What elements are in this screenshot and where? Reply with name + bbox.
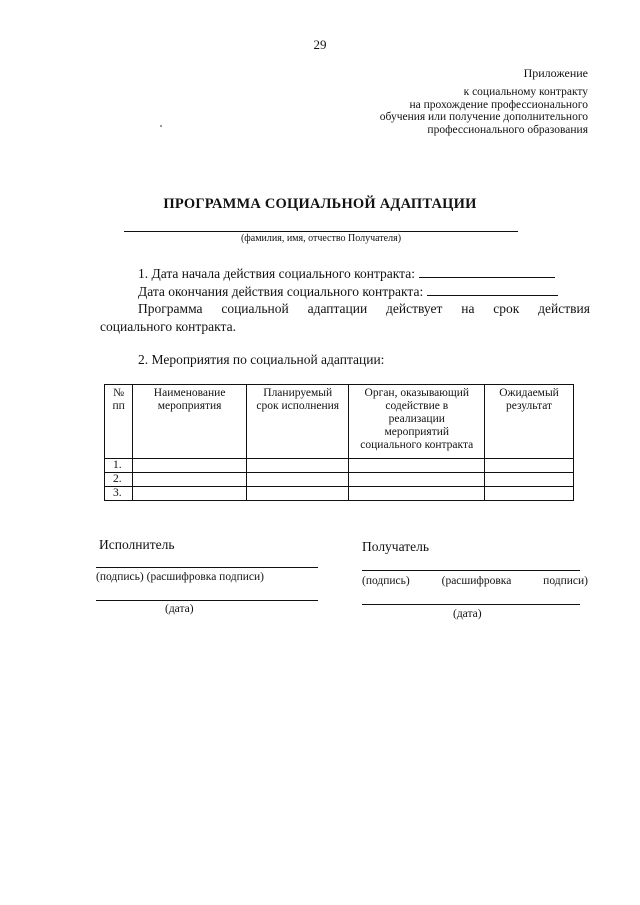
annex-line: к социальному контракту: [463, 86, 588, 98]
header-measure-name: Наименование мероприятия: [133, 385, 247, 459]
executor-label: Исполнитель: [99, 537, 175, 552]
start-date-blank: [419, 266, 555, 278]
annex-line: на прохождение профессионального: [409, 98, 588, 111]
start-date-label: 1. Дата начала действия социального контракта:: [138, 266, 415, 281]
executor-signature-caption: (подпись) (расшифровка подписи): [96, 571, 265, 583]
recipient-caption-part: (расшифровка: [441, 575, 512, 587]
table-cell: [246, 487, 349, 501]
duration-paragraph-line: [138, 301, 590, 317]
table-cell: 1.: [105, 459, 133, 473]
executor-signature-line: [96, 567, 318, 568]
header-planned-term: Планируемый срок исполнения: [246, 385, 349, 459]
recipient-signature-caption: [362, 575, 588, 587]
recipient-caption-part: подписи): [543, 575, 588, 587]
table-cell: [133, 487, 247, 501]
duration-word: срок: [493, 301, 520, 316]
page-number: 29: [313, 37, 327, 52]
table-cell: [485, 487, 574, 501]
annex-title: Приложение: [523, 66, 588, 80]
recipient-name-line: [124, 231, 518, 232]
annex-line: профессионального образования: [427, 123, 588, 136]
duration-paragraph-tail: социального контракта.: [100, 319, 236, 334]
recipient-label: Получатель: [362, 539, 430, 554]
header-number: № пп: [105, 385, 133, 459]
table-cell: [349, 473, 485, 487]
start-date-row: [138, 266, 555, 282]
recipient-date-line: [362, 604, 580, 605]
duration-word: адаптации: [307, 301, 368, 316]
header-expected-result: Ожидаемый результат: [485, 385, 574, 459]
annex-description: [380, 86, 588, 136]
duration-word: на: [461, 301, 475, 316]
document-title: ПРОГРАММА СОЦИАЛЬНОЙ АДАПТАЦИИ: [163, 196, 477, 212]
table-row: [105, 473, 574, 487]
header-assisting-body: Орган, оказывающий содействие в реализации мероприятий социального контракта: [349, 385, 485, 459]
duration-word: действует: [386, 301, 443, 316]
table-cell: [246, 473, 349, 487]
table-cell: [246, 459, 349, 473]
executor-date-line: [96, 600, 318, 601]
table-cell: 3.: [105, 487, 133, 501]
table-row: [105, 459, 574, 473]
table-cell: [349, 487, 485, 501]
annex-line: обучения или получение дополнительного: [379, 111, 588, 123]
executor-date-caption: (дата): [165, 603, 194, 615]
section2-title: 2. Мероприятия по социальной адаптации:: [138, 352, 385, 367]
recipient-signature-line: [362, 570, 580, 571]
table-header-row: [105, 385, 574, 459]
recipient-name-caption: (фамилия, имя, отчество Получателя): [240, 233, 402, 244]
duration-word: действия: [538, 301, 590, 316]
duration-word: Программа: [138, 301, 203, 316]
duration-word: социальной: [221, 301, 289, 316]
recipient-caption-part: (подпись): [362, 575, 410, 587]
recipient-date-caption: (дата): [453, 608, 482, 620]
scan-speck: [160, 125, 162, 127]
table-row: [105, 487, 574, 501]
end-date-label: Дата окончания действия социального контракта:: [138, 284, 424, 299]
table-cell: [485, 459, 574, 473]
table-cell: 2.: [105, 473, 133, 487]
end-date-row: [138, 284, 558, 300]
measures-table: [104, 384, 574, 501]
table-cell: [349, 459, 485, 473]
end-date-blank: [427, 284, 558, 296]
table-cell: [485, 473, 574, 487]
table-cell: [133, 473, 247, 487]
table-cell: [133, 459, 247, 473]
